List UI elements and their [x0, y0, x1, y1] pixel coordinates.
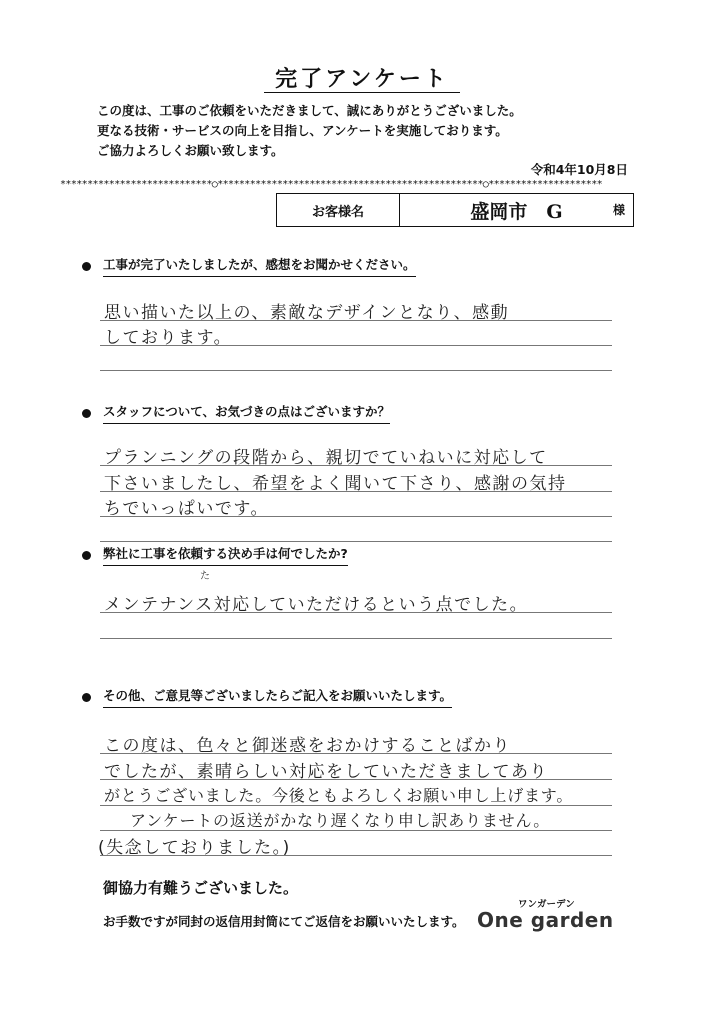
intro-line-2: 更なる技術・サービスの向上を目指し、アンケートを実施しております。: [97, 123, 508, 138]
return-instructions: お手数ですが同封の返信用封筒にてご返信をお願いいたします。: [103, 914, 465, 929]
question-2: [82, 402, 390, 424]
answer-4-line-3: がとうございました。今後ともよろしくお願い申し上げます。: [104, 786, 574, 805]
bullet-icon: [82, 409, 91, 418]
answer-4-line-2: でしたが、素晴らしい対応をしていただきましてあり: [104, 762, 548, 782]
intro-line-1: この度は、工事のご依頼をいただきまして、誠にありがとうございました。: [97, 103, 522, 118]
intro-line-3: ご協力よろしくお願い致します。: [97, 143, 284, 158]
survey-title: 完了アンケート: [275, 67, 449, 92]
answer-3-line-1: メンテナンス対応していただけるという点でした。: [104, 595, 529, 615]
customer-honorific: 様: [612, 203, 625, 217]
customer-label: お客様名: [277, 194, 400, 226]
answer-line: [100, 370, 612, 371]
answer-1-line-1: 思い描いた以上の、素敵なデザインとなり、感動: [104, 303, 510, 323]
customer-name-box: [276, 193, 634, 227]
survey-date: 令和4年10月8日: [530, 162, 628, 177]
question-1-text: 工事が完了いたしましたが、感想をお聞かせください。: [103, 255, 416, 277]
title-underline: [264, 92, 460, 93]
question-3: [82, 544, 348, 566]
company-logo: One garden: [477, 908, 614, 932]
question-4: [82, 686, 452, 708]
answer-4-line-4: アンケートの返送がかなり遅くなり申し訳ありません。: [130, 811, 551, 830]
closing-message: 御協力有難うございました。: [103, 879, 299, 897]
answer-1-line-2: しております。: [104, 328, 233, 348]
customer-name-cell: [400, 194, 633, 226]
bullet-icon: [82, 262, 91, 271]
customer-name: 盛岡市 G: [470, 200, 563, 223]
question-2-text: スタッフについて、お気づきの点はございますか？: [103, 402, 390, 424]
bullet-icon: [82, 551, 91, 560]
question-1: [82, 255, 416, 277]
question-3-text: 弊社に工事を依頼する決め手は何でしたか?: [103, 544, 348, 566]
question-4-text: その他、ご意見等ございましたらご記入をお願いいたします。: [103, 686, 452, 708]
answer-line: [100, 638, 612, 639]
bullet-icon: [82, 693, 91, 702]
answer-2-line-2: 下さいましたし、希望をよく聞いて下さり、感謝の気持: [104, 474, 567, 494]
answer-4-line-1: この度は、色々と御迷惑をおかけすることばかり: [104, 736, 511, 756]
answer-3-annotation: た: [200, 571, 210, 582]
dotted-divider: ****************************○*************************************************○*********************: [60, 179, 603, 190]
answer-4-line-5: (失念しておりました。): [98, 838, 291, 858]
answer-2-line-1: プランニングの段階から、親切でていねいに対応して: [104, 448, 548, 468]
answer-2-line-3: ちでいっぱいです。: [104, 499, 269, 519]
answer-line: [100, 541, 612, 542]
company-logo-kana: ワンガーデン: [518, 899, 575, 910]
